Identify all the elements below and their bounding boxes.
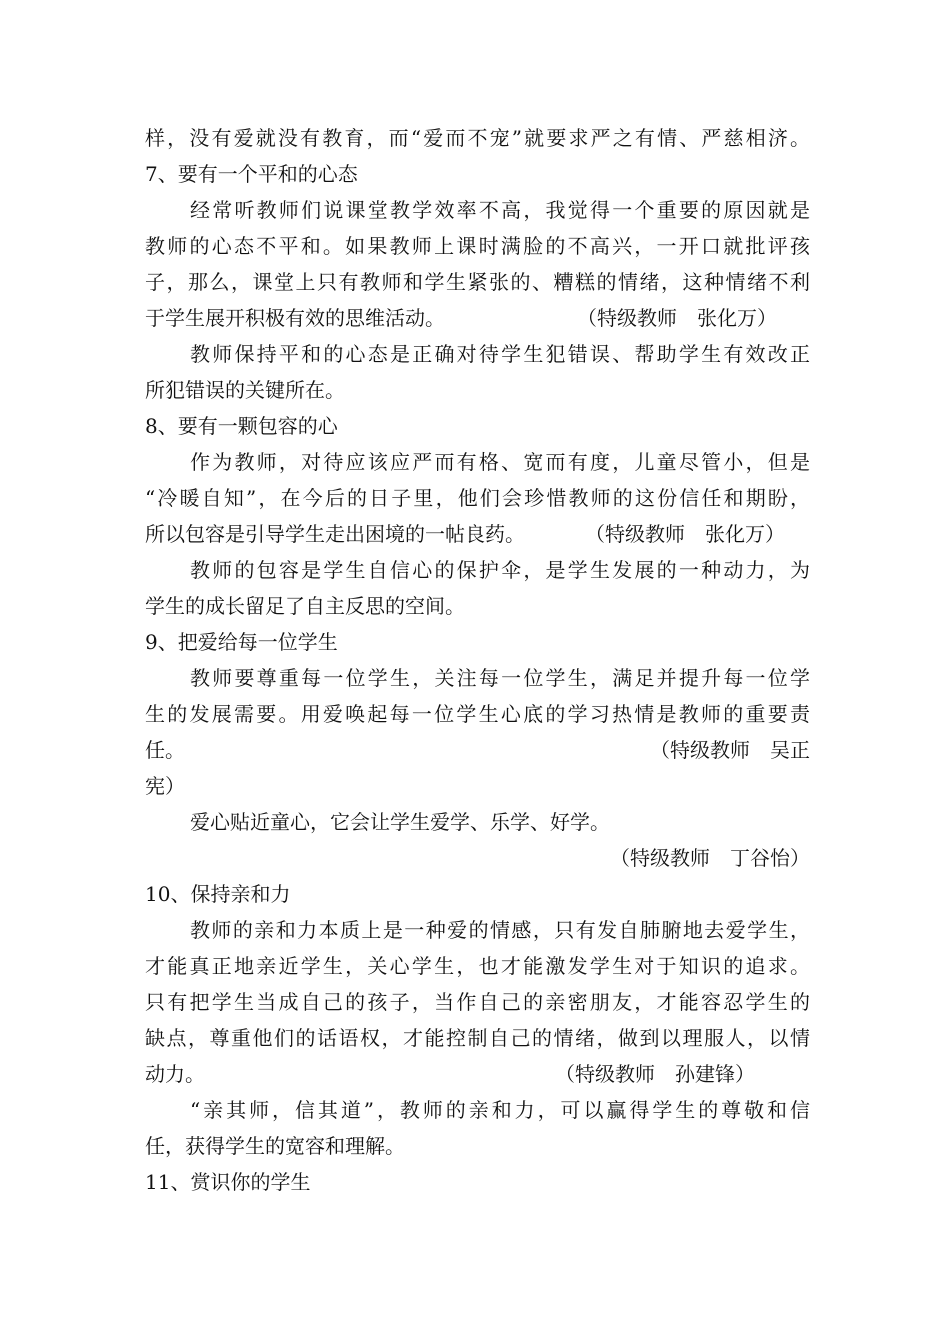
body-line: 任，获得学生的宽容和理解。 (145, 1134, 405, 1158)
body-line: 样，没有爱就没有教育，而“爱而不宠”就要求严之有情、严慈相济。 (145, 126, 810, 150)
body-line: 子，那么，课堂上只有教师和学生紧张的、糟糕的情绪，这种情绪不利 (145, 270, 810, 294)
attribution: （特级教师 丁谷怡） (610, 846, 810, 870)
body-text: 所以包容是引导学生走出困境的一帖良药。 (145, 522, 525, 546)
body-line-with-attribution (145, 516, 810, 552)
body-line: 生的发展需要。用爱唤起每一位学生心底的学习热情是教师的重要责 (145, 702, 810, 726)
body-text: 动力。 (145, 1062, 205, 1086)
body-line: “亲其师，信其道”，教师的亲和力，可以赢得学生的尊敬和信 (190, 1098, 810, 1122)
body-line: 教师的心态不平和。如果教师上课时满脸的不高兴，一开口就批评孩 (145, 234, 810, 258)
body-text: 任。 (145, 738, 185, 762)
body-line-with-attribution (145, 1056, 810, 1092)
body-line: 学生的成长留足了自主反思的空间。 (145, 594, 465, 618)
body-line: 教师保持平和的心态是正确对待学生犯错误、帮助学生有效改正 (190, 342, 810, 366)
body-line: 缺点，尊重他们的话语权，才能控制自己的情绪，做到以理服人，以情 (145, 1026, 810, 1050)
section-heading-9: 9、把爱给每一位学生 (145, 630, 338, 654)
section-heading-7: 7、要有一个平和的心态 (145, 162, 358, 186)
attribution: （特级教师 张化万） (577, 306, 777, 330)
attribution: （特级教师 吴正 (650, 738, 810, 762)
attribution: （特级教师 孙建锋） (555, 1062, 755, 1086)
body-line: 经常听教师们说课堂教学效率不高，我觉得一个重要的原因就是 (190, 198, 810, 222)
attribution-continued: 宪） (145, 774, 185, 798)
section-heading-10: 10、保持亲和力 (145, 882, 291, 906)
attribution: （特级教师 张化万） (585, 522, 785, 546)
body-line-with-attribution (145, 732, 810, 768)
body-line-with-attribution (145, 300, 810, 336)
body-line: 教师的亲和力本质上是一种爱的情感，只有发自肺腑地去爱学生， (190, 918, 810, 942)
body-line: 只有把学生当成自己的孩子，当作自己的亲密朋友，才能容忍学生的 (145, 990, 810, 1014)
body-line: “冷暖自知”，在今后的日子里，他们会珍惜教师的这份信任和期盼， (145, 486, 810, 510)
body-line: 教师的包容是学生自信心的保护伞，是学生发展的一种动力，为 (190, 558, 810, 582)
body-line: 所犯错误的关键所在。 (145, 378, 345, 402)
body-line: 才能真正地亲近学生，关心学生，也才能激发学生对于知识的追求。 (145, 954, 810, 978)
body-line: 爱心贴近童心，它会让学生爱学、乐学、好学。 (190, 810, 610, 834)
section-heading-11: 11、赏识你的学生 (145, 1170, 311, 1194)
body-line: 教师要尊重每一位学生，关注每一位学生，满足并提升每一位学 (190, 666, 810, 690)
body-text: 于学生展开积极有效的思维活动。 (145, 306, 445, 330)
section-heading-8: 8、要有一颗包容的心 (145, 414, 338, 438)
body-line: 作为教师，对待应该应严而有格、宽而有度，儿童尽管小，但是 (190, 450, 810, 474)
